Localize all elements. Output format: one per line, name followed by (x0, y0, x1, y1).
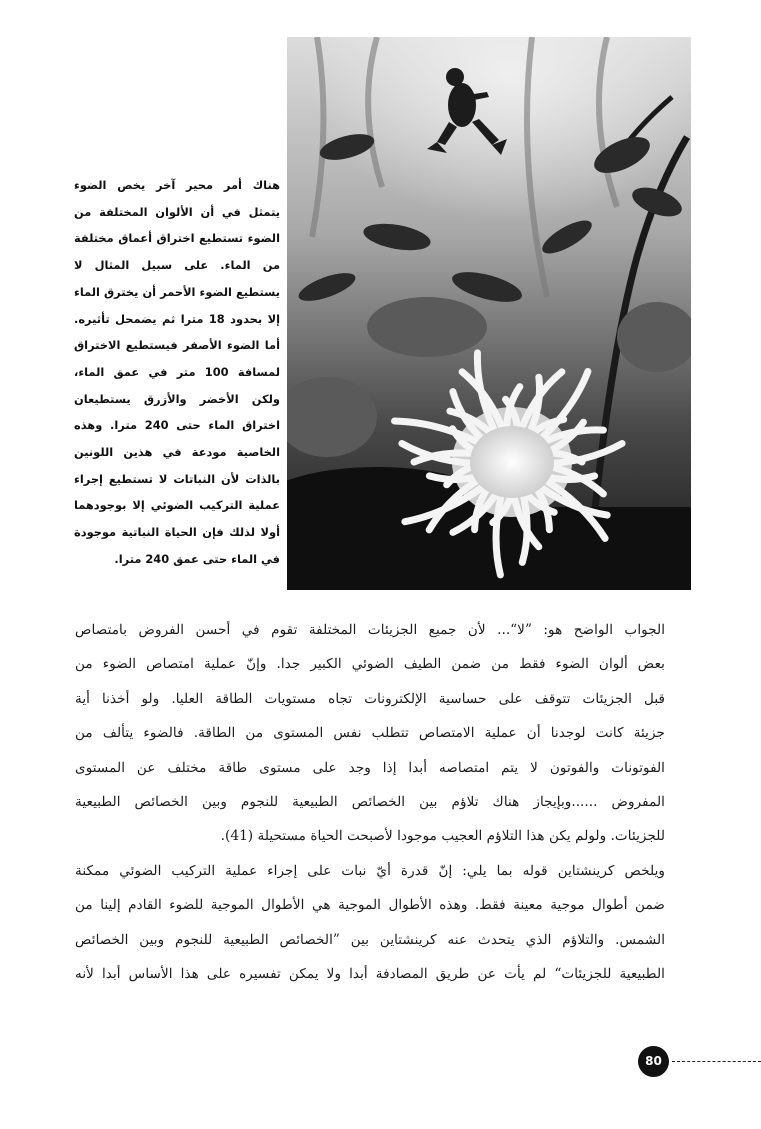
body-text (75, 613, 665, 991)
photo-caption: هناك أمر محير آخر يخص الضوء يتمثل في أن الألوان المختلفة من الضوء تستطيع اختراق أعماق مختلفة من الماء. على سبيل المثال لا يستطيع الضوء الأحمر أن يخترق الماء إلا بحدود 18 مترا ثم يضمحل تأثيره. أما الضوء الأصفر فيستطيع الاختراق لمسافة 100 متر في عمق الماء، ولكن الأخضر والأزرق يستطيعان اختراق الماء حتى 240 مترا. وهذه الخاصية مودعة في هذين اللونين بالذات لأن النباتات لا تستطيع إجراء عملية التركيب الضوئي إلا بوجودهما أولا لذلك فإن الحياة النباتية موجودة في الماء حتى عمق 240 مترا. (74, 178, 281, 566)
page-footer (638, 1046, 761, 1080)
body-line: المفروض ......وبإيجاز هناك تلاؤم بين الخصائص الطبيعية للنجوم وبين الخصائص الطبيعية (75, 793, 665, 810)
body-line: للجزيئات. ولولم يكن هذا التلاؤم العجيب موجودا لأصبحت الحياة مستحيلة (41). (220, 828, 665, 845)
body-line: قبل الجزيئات تتوقف على حساسية الإلكترونات تجاه مستويات الطاقة العليا. ولو أخذنا أية (75, 690, 665, 707)
body-line: جزيئة كانت لوجدنا أن عملية الامتصاص تتطلب نفس المستوى من الطاقة. فالضوء يتألف من (75, 725, 665, 742)
body-line: ويلخص كرينشتاين قوله بما يلي: إنّ قدرة أيّ نبات على إجراء عملية التركيب الضوئي ممكنة (75, 862, 665, 879)
body-line: ضمن أطوال موجية معينة فقط. وهذه الأطوال الموجية هي الأطوال الموجية للضوء القادم إلينا من (75, 897, 665, 914)
page-number: 80 (638, 1046, 669, 1077)
body-line: الفوتونات والفوتون لا يتم امتصاصه أبدا إذا وجد على مستوى طاقة مختلف عن المستوى (75, 759, 665, 776)
body-line: الطبيعية للجزيئات“ لم يأت عن طريق المصادفة أبدا ولا يمكن تفسيره على هذا الأساس أبدا لأنه (75, 965, 665, 982)
body-line: الجواب الواضح هو: ”لا“... لأن جميع الجزيئات المختلفة تقوم في أحسن الفروض بامتصاص (75, 622, 665, 638)
body-line: بعض ألوان الضوء فقط من ضمن الطيف الضوئي الكبير جدا. وإنّ عملية امتصاص الضوء من (75, 656, 665, 673)
body-line: الشمس. والتلاؤم الذي يتحدث عنه كرينشتاين بين ”الخصائص الطبيعية للنجوم وبين الخصائص (75, 931, 665, 948)
footer-dashed-rule (672, 1061, 761, 1062)
underwater-photo (287, 37, 691, 590)
